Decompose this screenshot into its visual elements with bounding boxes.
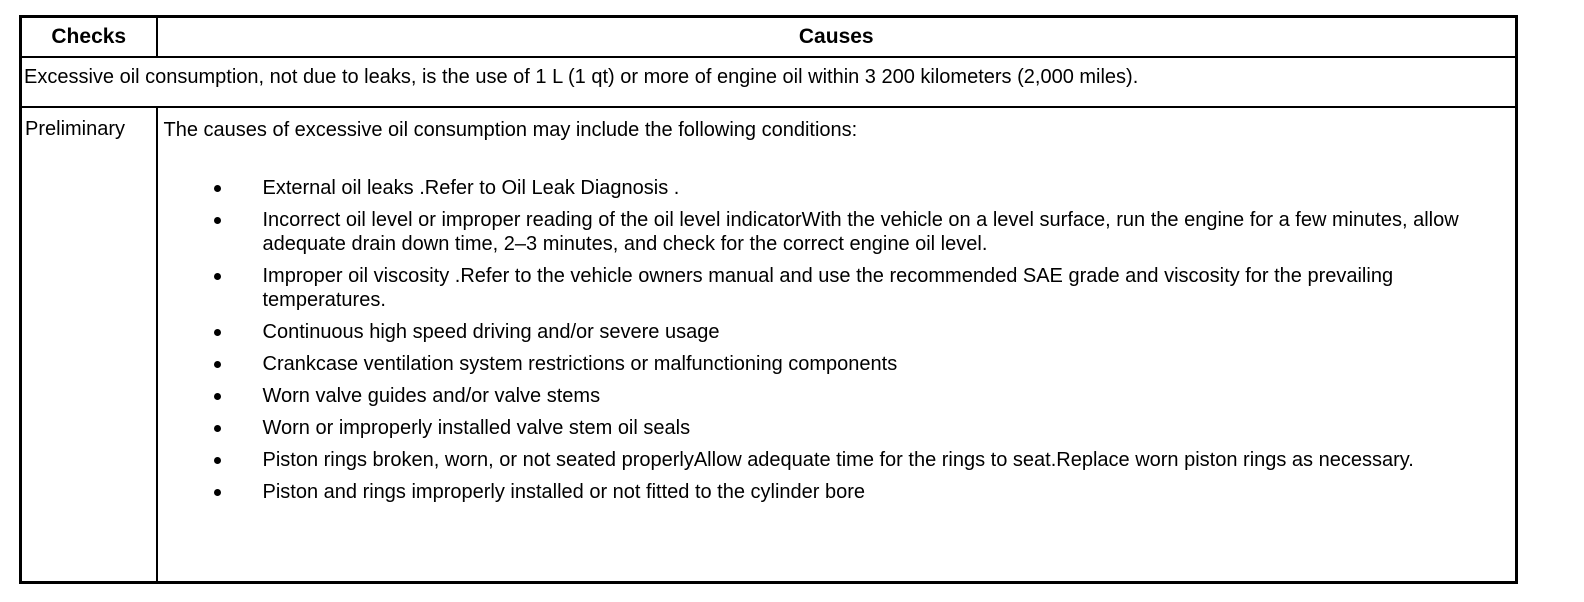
list-item — [164, 352, 1516, 376]
list-item-text: Improper oil viscosity .Refer to the vehicle owners manual and use the recommended SAE grade and viscosity for the prevailing temperatures. — [262, 265, 1394, 311]
causes-list — [164, 176, 1516, 504]
list-item-text: Incorrect oil level or improper reading of the oil level indicatorWith the vehicle on a level surface, run the engine for a few minutes, allow adequate drain down time, 2–3 minutes, and check for the correct engine oil level. — [262, 209, 1459, 255]
bullet-icon — [214, 489, 221, 496]
intro-text: Excessive oil consumption, not due to leaks, is the use of 1 L (1 qt) or more of engine oil within 3 200 kilometers (2,000 miles). — [21, 57, 1517, 107]
diagnosis-table — [19, 15, 1518, 584]
intro-row — [21, 57, 1517, 107]
list-item-text: Worn or improperly installed valve stem oil seals — [262, 417, 691, 439]
bullet-icon — [214, 329, 221, 336]
checks-column-header: Checks — [21, 17, 157, 58]
list-item — [164, 448, 1516, 472]
causes-cell — [157, 107, 1517, 583]
list-item — [164, 320, 1516, 344]
list-item — [164, 208, 1516, 256]
bullet-icon — [214, 361, 221, 368]
bullet-icon — [214, 217, 221, 224]
list-item — [164, 416, 1516, 440]
causes-column-header: Causes — [157, 17, 1517, 58]
list-item — [164, 264, 1516, 312]
bullet-icon — [214, 185, 221, 192]
bullet-icon — [214, 457, 221, 464]
bullet-icon — [214, 273, 221, 280]
causes-lead-text: The causes of excessive oil consumption may include the following conditions: — [163, 119, 858, 141]
list-item-text: Crankcase ventilation system restrictions or malfunctioning components — [262, 353, 898, 375]
list-item-text: Piston and rings improperly installed or not fitted to the cylinder bore — [262, 481, 866, 503]
list-item — [164, 176, 1516, 200]
bullet-icon — [214, 425, 221, 432]
header-row — [21, 17, 1517, 58]
bullet-icon — [214, 393, 221, 400]
list-item-text: Worn valve guides and/or valve stems — [262, 385, 601, 407]
list-item — [164, 384, 1516, 408]
list-item — [164, 480, 1516, 504]
list-item-text: Piston rings broken, worn, or not seated properlyAllow adequate time for the rings to seat.Replace worn piston rings as necessary. — [262, 449, 1414, 471]
preliminary-row — [21, 107, 1517, 583]
list-item-text: Continuous high speed driving and/or severe usage — [262, 321, 720, 343]
list-item-text: External oil leaks .Refer to Oil Leak Diagnosis . — [262, 177, 680, 199]
check-label-preliminary: Preliminary — [21, 107, 157, 583]
